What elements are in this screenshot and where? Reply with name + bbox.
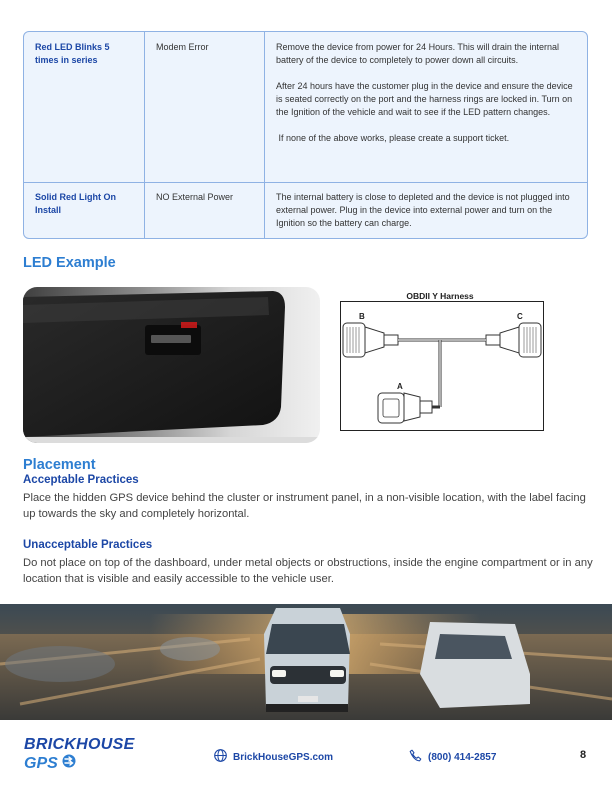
harness-title: OBDII Y Harness (406, 291, 474, 301)
table-row (24, 32, 587, 183)
phone-text: (800) 414-2857 (428, 751, 497, 763)
troubleshooting-table (23, 31, 588, 239)
obdii-harness-diagram (340, 289, 544, 431)
issue-cell: NO External Power (145, 182, 265, 239)
issue-cell: Modem Error (145, 32, 265, 182)
harness-label-b: B (359, 312, 365, 321)
resolution-paragraph: Remove the device from power for 24 Hours. This will drain the internal battery of the device to completely to power down all circuits. (276, 42, 559, 65)
led-device-photo (23, 287, 320, 443)
logo-gps-text: GPS (24, 754, 58, 772)
unacceptable-practices-text: Do not place on top of the dashboard, under metal objects or obstructions, inside the engine compartment or in any location that is visible and easily accessible to the vehicle user. (23, 557, 593, 585)
globe-icon (214, 749, 227, 765)
phone-icon (409, 749, 422, 765)
unacceptable-practices-heading: Unacceptable Practices (23, 539, 153, 551)
resolution-paragraph: If none of the above works, please create a support ticket. (276, 133, 510, 143)
brickhouse-logo[interactable] (24, 736, 135, 773)
phone-link[interactable] (409, 749, 496, 765)
resolution-paragraph: After 24 hours have the customer plug in the device and ensure the device is seated correctly on the port and the harness rings are locked in. Turn on the Ignition of the vehicle and wait to see if the LED pattern changes. (276, 81, 573, 117)
website-link[interactable] (214, 749, 333, 765)
resolution-cell (265, 32, 587, 182)
resolution-cell (265, 182, 587, 239)
acceptable-practices-text: Place the hidden GPS device behind the cluster or instrument panel, in a non-visible location, with the label facing up towards the sky and completely horizontal. (23, 492, 586, 520)
website-text: BrickHouseGPS.com (233, 751, 334, 763)
van-highway-banner (0, 604, 612, 720)
logo-wordmark: BRICKHOUSE (24, 736, 135, 753)
led-status-cell: Solid Red Light On Install (24, 182, 145, 239)
led-example-heading: LED Example (23, 255, 116, 271)
page-number: 8 (580, 749, 587, 761)
acceptable-practices-heading: Acceptable Practices (23, 474, 139, 486)
table-row (24, 182, 587, 239)
harness-label-a: A (397, 382, 403, 391)
resolution-paragraph: The internal battery is close to depleted and the device is not plugged into external power. Plug in the device into external power and turn on the Ignition so the battery can charge. (276, 192, 570, 228)
placement-heading: Placement (23, 457, 96, 473)
arrow-circle-icon (62, 754, 76, 773)
led-status-cell: Red LED Blinks 5 times in series (24, 32, 145, 182)
harness-label-c: C (517, 312, 523, 321)
